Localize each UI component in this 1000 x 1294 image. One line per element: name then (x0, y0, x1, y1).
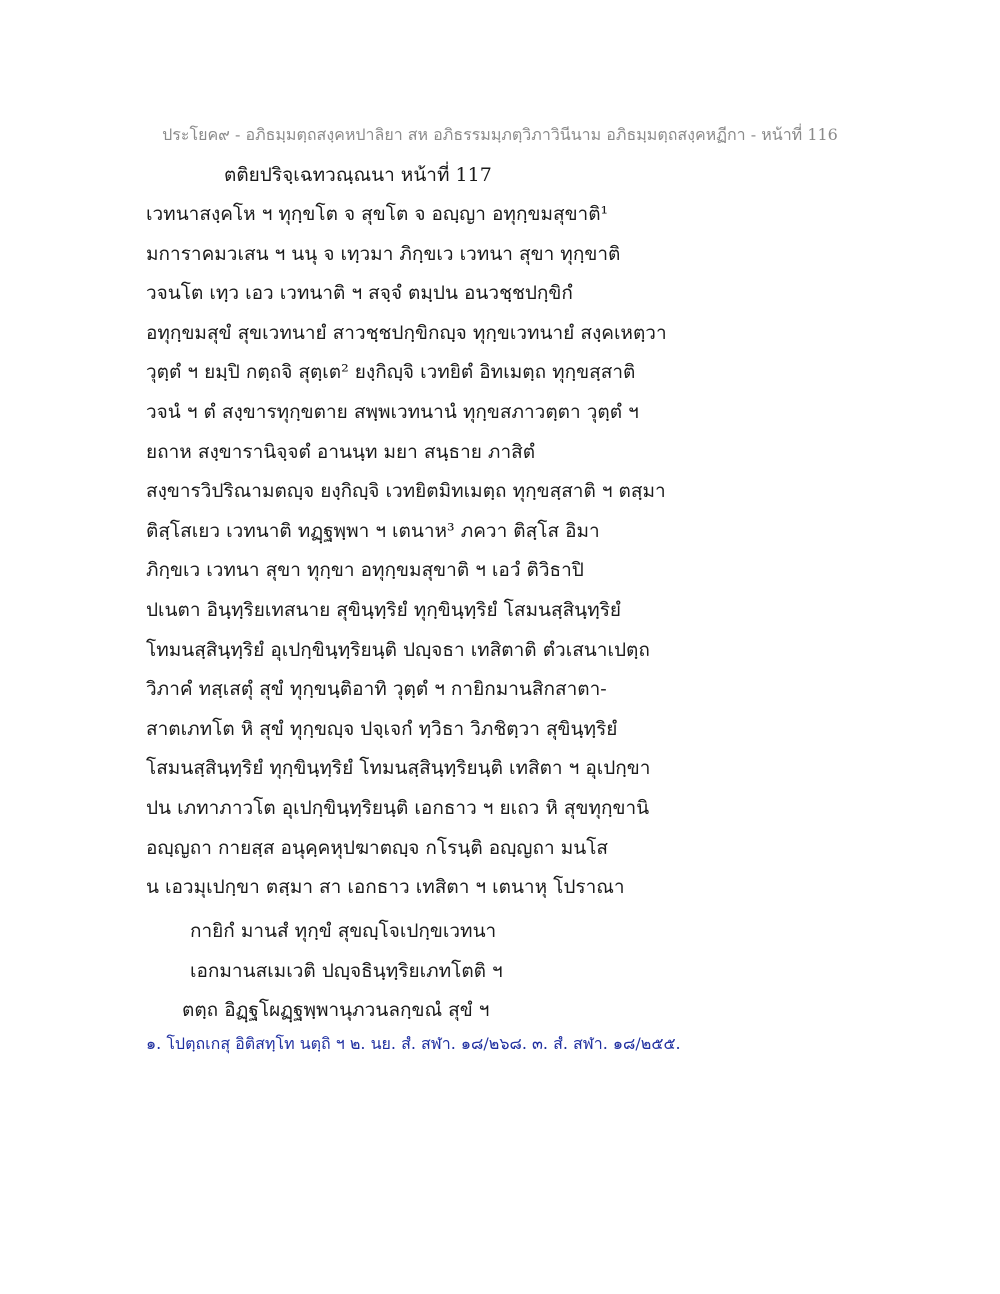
text-line: อญฺญถา กายสฺส อนุคฺคหุปฆาตญฺจ กโรนฺติ อญฺญถา มนโส (146, 836, 609, 859)
text-line: สาตเภทโต หิ สุขํ ทุกฺขญฺจ ปจฺเจกํ ทฺวิธา วิภชิตฺวา สุขินฺทฺริยํ (146, 717, 618, 740)
text-line: โทมนสฺสินฺทฺริยํ อุเปกฺขินฺทฺริยนฺติ ปญฺจธา เทสิตาติ ตํวเสนาเปตฺถ (146, 638, 650, 661)
body-text (146, 200, 866, 913)
footnotes: ๑. โปตฺถเกสุ อิติสทฺโท นตฺถิ ฯ ๒. นย. สํ. สฬา. ๑๘/๒๖๘. ๓. สํ. สฬา. ๑๘/๒๕๕. (146, 1034, 681, 1053)
text-line: ติสฺโสเยว เวทนาติ ทฏฺฐพฺพา ฯ เตนาห³ ภควา ติสฺโส อิมา (146, 519, 600, 542)
text-line: ภิกฺขเว เวทนา สุขา ทุกฺขา อทุกฺขมสุขาติ ฯ เอวํ ติวิธาปิ (146, 559, 584, 582)
text-line: น เอวมุเปกฺขา ตสฺมา สา เอกธาว เทสิตา ฯ เตนาหุ โปราณา (146, 876, 625, 899)
text-line: สงฺขารวิปริณามตญฺจ ยงฺกิญฺจิ เวทยิตมิทเมตฺถ ทุกฺขสฺสาติ ฯ ตสฺมา (146, 480, 666, 503)
verse-line: กายิกํ มานสํ ทุกฺขํ สุขญฺโจเปกฺขเวทนา (190, 920, 497, 942)
text-line: วจนํ ฯ ตํ สงฺขารทุกฺขตาย สพฺพเวทนานํ ทุกฺขสภาวตฺตา วุตฺตํ ฯ (146, 400, 639, 423)
text-line: เวทนาสงฺคโห ฯ ทุกฺขโต จ สุขโต จ อญฺญา อทุกฺขมสุขาติ¹ (146, 203, 609, 225)
running-header: ประโยค๙ - อภิธมฺมตฺถสงฺคหปาลิยา สห อภิธรรมมฺภตฺวิภาวินีนาม อภิธมฺมตฺถสงฺคหฏีกา - หน้าที่ 116 (162, 125, 838, 144)
text-line: วุตฺตํ ฯ ยมฺปิ กตฺถจิ สุตฺเต² ยงฺกิญฺจิ เวทยิตํ อิทเมตฺถ ทุกฺขสฺสาติ (146, 361, 636, 384)
text-line: โสมนสฺสินฺทฺริยํ ทุกฺขินฺทฺริยํ โทมนสฺสินฺทฺริยนฺติ เทสิตา ฯ อุเปกฺขา (146, 757, 651, 780)
verse-line: ตตฺถ อิฏฺฐโผฏฺฐพฺพานุภวนลกฺขณํ สุขํ ฯ (182, 999, 490, 1021)
text-line: วิภาคํ ทสฺเสตุํ สุขํ ทุกฺขนฺติอาทิ วุตฺตํ ฯ กายิกมานสิกสาตา- (146, 678, 607, 701)
text-line: วจนโต เทฺว เอว เวทนาติ ฯ สจฺจํ ตมฺปน อนวชฺชปกฺขิกํ (146, 282, 573, 305)
chapter-page-title: ตติยปริจฺเฉทวณฺณนา หน้าที่ 117 (224, 164, 492, 186)
text-line: อทุกฺขมสุขํ สุขเวทนายํ สาวชฺชปกฺขิกญฺจ ทุกฺขเวทนายํ สงฺคเหตฺวา (146, 321, 667, 344)
text-line: ปเนตา อินฺทฺริยเทสนาย สุขินฺทฺริยํ ทุกฺขินฺทฺริยํ โสมนสฺสินฺทฺริยํ (146, 598, 622, 621)
verse-line: เอกมานสเมเวติ ปญฺจธินฺทฺริยเภทโตติ ฯ (190, 960, 503, 982)
text-line: ยถาห สงฺขารานิจฺจตํ อานนฺท มยา สนฺธาย ภาสิตํ (146, 440, 536, 463)
text-line: มการาคมวเสน ฯ นนุ จ เทฺวมา ภิกฺขเว เวทนา สุขา ทุกฺขาติ (146, 242, 621, 265)
text-line: ปน เภทาภาวโต อุเปกฺขินฺทฺริยนฺติ เอกธาว ฯ ยเถว หิ สุขทุกฺขานิ (146, 796, 650, 819)
